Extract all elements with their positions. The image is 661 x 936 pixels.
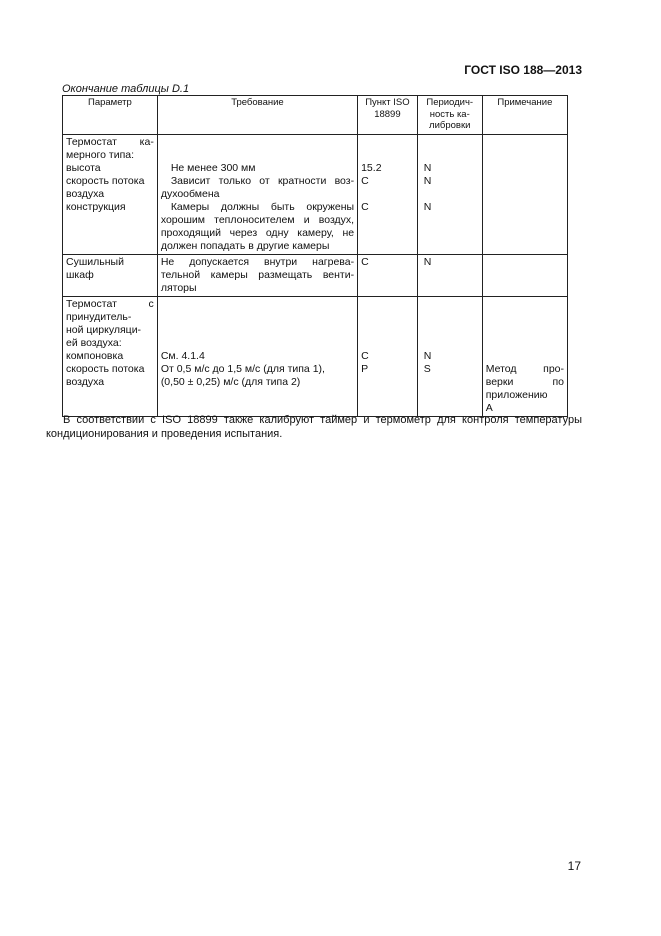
paragraph-line-2: кондиционирования и проведения испытания. xyxy=(46,428,283,440)
cell-parameter: Сушильный шкаф xyxy=(63,254,158,296)
cell-iso-clause: C xyxy=(358,254,418,296)
cell-requirement: См. 4.1.4 От 0,5 м/с до 1,5 м/с (для типа 1), (0,50 ± 0,25) м/с (для типа 2) xyxy=(157,296,357,416)
cell-calibration-period: N S xyxy=(417,296,482,416)
table-header-row xyxy=(63,96,568,135)
table-row xyxy=(63,296,568,416)
cell-calibration-period: N N N xyxy=(417,134,482,254)
cell-note xyxy=(482,254,567,296)
table-row xyxy=(63,254,568,296)
page-number: 17 xyxy=(567,859,581,873)
col-header-note: Примечание xyxy=(482,96,567,135)
table-caption: Окончание таблицы D.1 xyxy=(62,83,190,95)
cell-parameter: Термостат с принудитель- ной циркуляци- ей воздуха: компоновка скорость потока воздуха xyxy=(63,296,158,416)
cell-parameter: Термостат ка- мерного типа: высота скорость потока воздуха конструкция xyxy=(63,134,158,254)
document-code-header: ГОСТ ISO 188—2013 xyxy=(464,63,582,77)
cell-iso-clause: 15.2 C C xyxy=(358,134,418,254)
col-header-requirement: Требование xyxy=(157,96,357,135)
cell-iso-clause: C P xyxy=(358,296,418,416)
table-d1 xyxy=(62,95,568,417)
col-header-calibration-period: Периодич- ность ка- либровки xyxy=(417,96,482,135)
col-header-iso-clause: Пункт ISO 18899 xyxy=(358,96,418,135)
table-row xyxy=(63,134,568,254)
cell-note: Метод про- верки по приложению А xyxy=(482,296,567,416)
cell-requirement: Не менее 300 мм Зависит только от кратности воз- духообмена Камеры должны быть окружены хорошим теплоносителем и воздух, проходящий через одну камеру, не должен попадать в другие камеры xyxy=(157,134,357,254)
cell-note xyxy=(482,134,567,254)
col-header-parameter: Параметр xyxy=(63,96,158,135)
paragraph-line-1: В соответствии с ISO 18899 также калибруют таймер и термометр для контроля температуры xyxy=(63,414,582,426)
cell-requirement: Не допускается внутри нагрева- тельной камеры размещать венти- ляторы xyxy=(157,254,357,296)
body-paragraph xyxy=(46,413,582,441)
cell-calibration-period: N xyxy=(417,254,482,296)
